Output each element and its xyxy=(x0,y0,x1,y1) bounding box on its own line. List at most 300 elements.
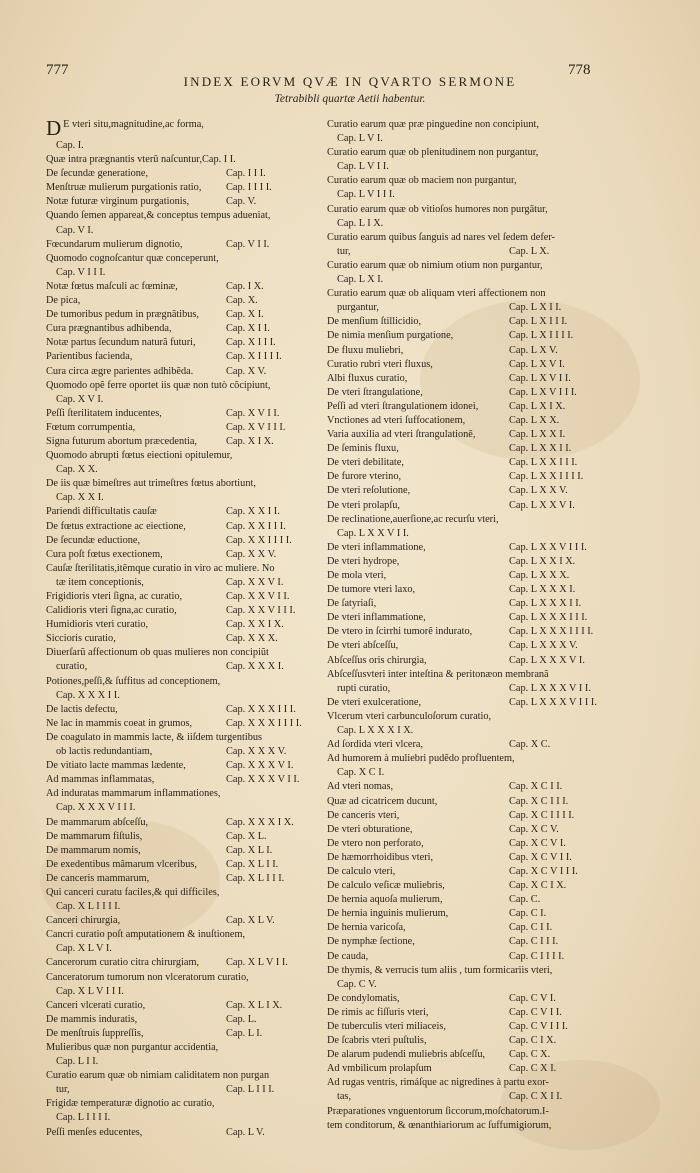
chapter-number: Cap. V I I. xyxy=(226,238,270,250)
index-entry xyxy=(46,118,326,139)
chapter-number: Cap. L X X. xyxy=(509,414,560,426)
index-entry xyxy=(46,900,326,914)
index-entry xyxy=(327,287,607,301)
index-entry xyxy=(327,132,607,146)
entry-title: De vtero in ſcirrhi tumorẽ indurato, xyxy=(327,626,473,638)
chapter-number: Cap. X I I I I. xyxy=(226,351,282,363)
index-entry xyxy=(327,499,607,513)
entry-title: De calculo vteri, xyxy=(327,865,396,877)
entry-title: De canceris mammarum, xyxy=(46,872,150,884)
index-entry xyxy=(327,752,607,766)
entry-title: De lactis defectu, xyxy=(46,703,118,715)
chapter-number: Cap. L X X I I. xyxy=(509,443,572,455)
entry-title: Ne lac in mammis coeat in grumos, xyxy=(46,717,193,729)
chapter-number: Cap. X X V I I. xyxy=(226,591,290,602)
index-entry xyxy=(327,160,607,174)
index-entry xyxy=(46,181,326,195)
chapter-number: Cap. C X I I. xyxy=(509,1091,563,1103)
index-entry xyxy=(46,252,326,266)
chapter-number: Cap. L X V. xyxy=(509,344,558,356)
index-entry xyxy=(327,992,607,1006)
index-entry xyxy=(327,245,607,259)
chapter-number: Cap. X X I I. xyxy=(226,506,280,518)
index-entry xyxy=(46,379,326,393)
index-entry xyxy=(327,1006,607,1020)
index-entry xyxy=(46,1013,326,1027)
index-entry xyxy=(46,886,326,900)
chapter-number: Cap. X X I I I I. xyxy=(226,534,292,546)
entry-title: Cura poſt fœtus exectionem, xyxy=(46,548,163,560)
chapter-number: Cap. L X X X I I I I. xyxy=(509,626,594,638)
chapter-number: Cap. X L I I I. xyxy=(226,872,285,884)
entry-title: Cap. C V. xyxy=(337,978,377,990)
chapter-number: Cap. L X X X V I I. xyxy=(509,682,591,694)
index-entry xyxy=(46,971,326,985)
index-entry xyxy=(327,1048,607,1062)
entry-title: De exedentibus mãmarum vlceribus, xyxy=(46,858,197,870)
index-entry xyxy=(46,759,326,773)
chapter-number: Cap. L X X X V. xyxy=(509,640,578,652)
entry-title: curatio, xyxy=(56,661,88,673)
chapter-number: Cap. I I I I. xyxy=(226,182,272,194)
chapter-number: Cap. X V I I I. xyxy=(226,421,286,433)
chapter-number: Cap. X L I X. xyxy=(226,999,283,1011)
index-entry xyxy=(46,167,326,181)
index-entry xyxy=(46,435,326,449)
index-entry xyxy=(327,174,607,188)
index-entry xyxy=(327,597,607,611)
index-entry xyxy=(46,646,326,660)
chapter-number: Cap. L X I I I. xyxy=(509,316,568,328)
chapter-number: Cap. L X X I I I I. xyxy=(509,471,584,483)
index-entry xyxy=(327,978,607,992)
entry-title: De menſium ſtillicidio, xyxy=(327,316,422,328)
entry-title: De rimis ac fiſſuris vteri, xyxy=(327,1006,429,1018)
entry-title: Quæ ad cicatricem ducunt, xyxy=(327,795,438,807)
chapter-number: Cap. L X I I. xyxy=(509,302,562,314)
chapter-number: Cap. X V. xyxy=(226,365,267,377)
entry-title: De pica, xyxy=(46,295,81,307)
index-entry xyxy=(327,217,607,231)
entry-title: De vteri inflammatione, xyxy=(327,612,426,624)
index-entry xyxy=(46,534,326,548)
index-entry xyxy=(327,865,607,879)
chapter-number: Cap. L X X V I I I. xyxy=(509,541,587,553)
chapter-number: Cap. I I I. xyxy=(226,168,266,180)
entry-title: Ad induratas mammarum inflammationes, xyxy=(46,788,221,800)
entry-title: De vteri exulceratione, xyxy=(327,696,422,708)
entry-title: De vteri prolapſu, xyxy=(327,499,400,511)
entry-title: Cap. X X I. xyxy=(56,492,104,504)
chapter-number: Cap. L X I X. xyxy=(509,400,566,412)
entry-title: Canceri chirurgia, xyxy=(46,915,121,927)
index-entry xyxy=(46,266,326,280)
index-entry xyxy=(46,505,326,519)
chapter-number: Cap. C V I I I. xyxy=(509,1021,568,1032)
chapter-number: Cap. X C I I I I. xyxy=(509,809,575,821)
chapter-number: Cap. C V I. xyxy=(509,992,556,1004)
index-entry xyxy=(46,801,326,815)
entry-title: Ad rugas ventris, rimáſque ac nigredines à partu exor- xyxy=(327,1077,549,1089)
index-entry xyxy=(327,555,607,569)
index-entry xyxy=(46,195,326,209)
chapter-number: Cap. X I I I. xyxy=(226,337,276,349)
index-entry xyxy=(327,795,607,809)
entry-title: Signa futurum abortum præcedentia, xyxy=(46,435,197,447)
index-entry xyxy=(46,238,326,252)
chapter-number: Cap. X X X I X. xyxy=(226,816,294,828)
index-entry xyxy=(46,675,326,689)
entry-title: Cap. L V I I I. xyxy=(337,189,395,201)
index-entry xyxy=(327,823,607,837)
index-entry xyxy=(46,407,326,421)
index-entry xyxy=(46,1083,326,1097)
entry-title: De mammarum nomis, xyxy=(46,844,141,856)
entry-title: De vteri debilitate, xyxy=(327,457,404,469)
entry-title: Curatio rubri vteri fluxus, xyxy=(327,358,433,370)
entry-title: De ſcabris vteri puſtulis, xyxy=(327,1035,427,1047)
index-entry xyxy=(46,280,326,294)
entry-title: Cap. X C I. xyxy=(337,767,385,779)
index-entry xyxy=(46,1069,326,1083)
index-entry xyxy=(327,696,607,710)
chapter-number: Cap. X L I I. xyxy=(226,858,279,870)
entry-title: De hernia aquoſa mulierum, xyxy=(327,894,443,906)
entry-title: De vteri hydrope, xyxy=(327,555,400,567)
index-entry xyxy=(327,344,607,358)
entry-title: Curatio earum quæ ob vitioſos humores non purgãtur, xyxy=(327,203,548,215)
entry-title: Peſſi ſterilitatem inducentes, xyxy=(46,407,162,419)
index-entry xyxy=(46,308,326,322)
index-entry xyxy=(46,618,326,632)
entry-title: De iis quæ bimeſtres aut trimeſtres fœtus abortiunt, xyxy=(46,478,256,490)
entry-title: De tumore vteri laxo, xyxy=(327,584,416,596)
chapter-number: Cap. C I I I I. xyxy=(509,950,565,962)
index-entry xyxy=(46,858,326,872)
entry-title: Frigidæ temperaturæ dignotio ac curatio, xyxy=(46,1098,215,1110)
entry-title: De ſatyriaſi, xyxy=(327,598,377,610)
index-entry xyxy=(46,477,326,491)
entry-title: Cap. X L I I I I. xyxy=(56,901,121,913)
entry-title: Peſſi ad vteri ſtrangulationem idonei, xyxy=(327,400,479,412)
entry-title: De condylomatis, xyxy=(327,992,400,1004)
entry-title: Cap. X X X I I. xyxy=(56,689,120,701)
index-entry xyxy=(327,654,607,668)
chapter-number: Cap. X X X V I I. xyxy=(226,774,300,786)
entry-title: Quomodo opẽ ferre oportet iis quæ non tutò cõcipiunt, xyxy=(46,379,271,391)
page-number-right: 778 xyxy=(568,62,591,78)
entry-title: Parientibus facienda, xyxy=(46,351,133,363)
chapter-number: Cap. X X V I I I. xyxy=(226,605,296,617)
entry-title: Peſſi menſes educentes, xyxy=(46,1126,143,1138)
chapter-number: Cap. L X X I X. xyxy=(509,555,576,567)
entry-title: Cap. X L V I. xyxy=(56,943,112,955)
chapter-number: Cap. L X X X I I I. xyxy=(509,612,588,624)
index-entry xyxy=(327,907,607,921)
index-entry xyxy=(327,484,607,498)
index-entry xyxy=(327,231,607,245)
index-entry xyxy=(46,816,326,830)
entry-title: De fœtus extractione ac eiectione, xyxy=(46,520,186,532)
entry-title: Cap. L X X X I X. xyxy=(337,725,414,737)
entry-title: Notæ partus ſecundum naturã futuri, xyxy=(46,337,196,349)
index-entry xyxy=(327,146,607,160)
chapter-number: Cap. X X X. xyxy=(226,633,278,645)
entry-title: Albi fluxus curatio, xyxy=(327,372,408,384)
entry-title: Ad vteri nomas, xyxy=(327,781,394,793)
entry-title: ob lactis redundantiam, xyxy=(56,746,153,758)
index-entry xyxy=(46,491,326,505)
chapter-number: Cap. X V I I. xyxy=(226,407,280,419)
entry-title: Cap. L I I I I. xyxy=(56,1112,111,1124)
entry-title: Canceratorum tumorum non vlceratorum curatio, xyxy=(46,971,249,983)
index-entry xyxy=(327,372,607,386)
entry-title: De fluxu muliebri, xyxy=(327,344,404,356)
index-entry xyxy=(46,548,326,562)
index-entry xyxy=(46,956,326,970)
index-entry xyxy=(327,414,607,428)
entry-title: Vlcerum vteri carbunculoſorum curatio, xyxy=(327,710,492,722)
index-entry xyxy=(327,301,607,315)
index-entry xyxy=(327,1105,607,1119)
index-entry xyxy=(327,386,607,400)
entry-title: Cap. X X X V I I I. xyxy=(56,802,136,814)
index-entry xyxy=(327,329,607,343)
index-entry xyxy=(46,139,326,153)
entry-title: Cancerorum curatio citra chirurgiam, xyxy=(46,957,200,969)
index-entry xyxy=(46,1111,326,1125)
index-entry xyxy=(327,470,607,484)
chapter-number: Cap. X C. xyxy=(509,739,551,751)
index-entry xyxy=(327,766,607,780)
index-entry xyxy=(46,632,326,646)
chapter-number: Cap. L X V I I I. xyxy=(509,386,577,398)
chapter-number: Cap. L X X V I. xyxy=(509,499,575,511)
chapter-number: Cap. C V I I. xyxy=(509,1006,562,1018)
chapter-number: Cap. X L. xyxy=(226,830,267,842)
entry-title: De thymis, & verrucis tum aliis , tum formicariis vteri, xyxy=(327,964,553,976)
index-entry xyxy=(327,428,607,442)
index-entry xyxy=(46,393,326,407)
entry-title: De nymphæ ſectione, xyxy=(327,936,415,948)
entry-title: Curatio earum quæ ob nimium otium non purgantur, xyxy=(327,259,543,271)
entry-title: Quomodo cognoſcantur quæ conceperunt, xyxy=(46,252,219,264)
entry-title: tæ item conceptionis, xyxy=(56,576,144,588)
entry-title: De canceris vteri, xyxy=(327,809,400,821)
entry-title: De menſtruis ſuppreſſis, xyxy=(46,1027,144,1039)
chapter-number: Cap. L X X I I I. xyxy=(509,457,578,469)
index-entry xyxy=(327,639,607,653)
index-entry xyxy=(46,1055,326,1069)
entry-title: Cap. V I. xyxy=(56,224,94,236)
chapter-number: Cap. X X I I I. xyxy=(226,520,286,532)
chapter-number: Cap. L X V I I. xyxy=(509,372,571,384)
index-entry xyxy=(46,787,326,801)
entry-title: Cura prægnantibus adhibenda, xyxy=(46,323,172,335)
entry-title: Siccioris curatio, xyxy=(46,633,116,645)
entry-title: De hernia inguinis mulierum, xyxy=(327,908,449,920)
chapter-number: Cap. V. xyxy=(226,196,257,208)
index-entry xyxy=(327,893,607,907)
index-entry xyxy=(327,682,607,696)
entry-title: De mammarum abſceſſu, xyxy=(46,816,149,828)
index-entry xyxy=(46,562,326,576)
index-entry xyxy=(46,336,326,350)
index-entry xyxy=(46,872,326,886)
index-entry xyxy=(327,273,607,287)
entry-title: Abſceſſus oris chirurgia, xyxy=(327,654,427,666)
index-entry xyxy=(327,513,607,527)
entry-title: De vitiato lacte mammas lædente, xyxy=(46,760,186,772)
index-entry xyxy=(327,1119,607,1133)
entry-title: Cap. X V I. xyxy=(56,393,104,405)
chapter-number: Cap. X I. xyxy=(226,309,264,321)
index-entry xyxy=(327,456,607,470)
entry-title: Cap. X X. xyxy=(56,464,98,476)
chapter-number: Cap. X. xyxy=(226,295,258,307)
chapter-number: Cap. X C I I I. xyxy=(509,795,569,807)
entry-title: De hæmorrhoidibus vteri, xyxy=(327,851,434,863)
index-entry xyxy=(327,569,607,583)
entry-title: Cauſæ ſterilitatis,itẽmque curatio in viro ac muliere. No xyxy=(46,562,275,574)
entry-title: Cancri curatio poſt amputationem & inuſtionem, xyxy=(46,929,246,941)
entry-title: Curatio earum quæ ob nimiam caliditatem non purgan xyxy=(46,1070,270,1082)
index-entry xyxy=(46,604,326,618)
index-entry xyxy=(46,1027,326,1041)
chapter-number: Cap. L X V I. xyxy=(509,358,565,370)
entry-title: De furore vterino, xyxy=(327,471,402,483)
entry-title: Ad vmbilicum prolapſum xyxy=(327,1063,432,1075)
chapter-number: Cap. X C V I I. xyxy=(509,851,572,863)
entry-title: Cap. L V I. xyxy=(337,133,383,145)
entry-title: Mulieribus quæ non purgantur accidentia, xyxy=(46,1042,219,1053)
index-entry xyxy=(46,576,326,590)
index-entry xyxy=(327,879,607,893)
drop-capital: D xyxy=(46,118,62,139)
index-entry xyxy=(327,611,607,625)
entry-title: De nimia menſium purgatione, xyxy=(327,330,454,342)
entry-title: Menſtruæ mulierum purgationis ratio, xyxy=(46,182,202,194)
entry-title: tur, xyxy=(56,1084,70,1096)
page-number-left: 777 xyxy=(46,62,69,78)
chapter-number: Cap. L X X X V I I I. xyxy=(509,696,597,708)
entry-title: De cauda, xyxy=(327,950,369,962)
index-entry xyxy=(46,365,326,379)
chapter-number: Cap. X L V I I. xyxy=(226,957,288,969)
entry-title: tas, xyxy=(337,1091,352,1103)
entry-title: De coagulato in mammis lacte, & iiſdem turgentibus xyxy=(46,731,262,743)
chapter-number: Cap. L I. xyxy=(226,1027,263,1039)
index-entry xyxy=(46,999,326,1013)
entry-title: De tuberculis vteri miliaceis, xyxy=(327,1021,446,1032)
entry-title: E vteri situ,magnitudine,ac forma, xyxy=(63,119,204,130)
entry-title: Fœcundarum mulierum dignotio, xyxy=(46,238,183,250)
index-entry xyxy=(46,350,326,364)
index-entry xyxy=(46,914,326,928)
chapter-number: Cap. L X. xyxy=(509,245,550,257)
index-entry xyxy=(46,660,326,674)
entry-title: De vteri ſtrangulatione, xyxy=(327,386,423,398)
index-entry xyxy=(46,745,326,759)
index-column-right xyxy=(327,118,607,1133)
chapter-number: Cap. X C V. xyxy=(509,823,559,835)
entry-title: Ad mammas inflammatas, xyxy=(46,774,155,786)
chapter-number: Cap. X X V. xyxy=(226,548,277,560)
index-entry xyxy=(46,1097,326,1111)
entry-title: tem conditorum, & œnanthiariorum ac ſuffumigiorum, xyxy=(327,1119,552,1131)
chapter-number: Cap. L X X X. xyxy=(509,570,570,581)
entry-title: rupti curatio, xyxy=(337,682,391,694)
index-entry xyxy=(327,118,607,132)
index-entry xyxy=(327,400,607,414)
chapter-number: Cap. X X X I I I I. xyxy=(226,717,302,729)
entry-title: purgantur, xyxy=(337,302,380,314)
entry-title: Quando ſemen appareat,& conceptus tempus adueniat, xyxy=(46,210,271,222)
index-entry xyxy=(327,358,607,372)
entry-title: Quomodo abrupti fœtus eiectioni opitulemur, xyxy=(46,450,233,462)
chapter-number: Cap. L X X X I. xyxy=(509,584,576,596)
entry-title: Cap. L I X. xyxy=(337,217,384,229)
index-entry xyxy=(327,935,607,949)
index-entry xyxy=(327,921,607,935)
chapter-number: Cap. X X X V I. xyxy=(226,760,294,772)
index-entry xyxy=(327,950,607,964)
chapter-number: Cap. I X. xyxy=(226,280,264,292)
entry-title: tur, xyxy=(337,245,351,257)
index-entry xyxy=(46,153,326,167)
chapter-number: Cap. X C V I I I. xyxy=(509,865,578,877)
index-entry xyxy=(46,731,326,745)
entry-title: Abſceſſusvteri inter inteſtina & peritonæon membranã xyxy=(327,668,549,680)
entry-title: Potiones,peſſi,& ſuffitus ad conceptionem, xyxy=(46,675,221,687)
entry-title: De calculo veſicæ muliebris, xyxy=(327,880,445,892)
entry-title: Cap. V I I I. xyxy=(56,266,106,278)
index-entry xyxy=(46,942,326,956)
index-entry xyxy=(46,1126,326,1140)
index-subtitle: Tetrabibli quartæ Aetii habentur. xyxy=(274,93,426,105)
entry-title: Qui canceri curatu faciles,& qui difficiles, xyxy=(46,886,220,898)
index-column-left xyxy=(46,118,326,1140)
entry-title: De vteri abſceſſu, xyxy=(327,640,399,652)
entry-title: Cap. I. xyxy=(56,140,84,151)
chapter-number: Cap. C. xyxy=(509,894,541,906)
entry-title: Curatio earum quæ præ pinguedine non concipiunt, xyxy=(327,119,539,130)
index-entry xyxy=(327,583,607,597)
entry-title: De mola vteri, xyxy=(327,570,387,581)
entry-title: Cap. L I I. xyxy=(56,1056,99,1068)
entry-title: Cap. X L V I I I. xyxy=(56,985,124,997)
entry-title: De ſeminis fluxu, xyxy=(327,443,399,455)
chapter-number: Cap. X X V I. xyxy=(226,576,284,588)
chapter-number: Cap. X C V I. xyxy=(509,837,566,849)
entry-title: Fœtum corrumpentia, xyxy=(46,421,136,433)
chapter-number: Cap. L. xyxy=(226,1013,257,1025)
index-entry xyxy=(327,809,607,823)
entry-title: De alarum pudendi muliebris abſceſſu, xyxy=(327,1049,486,1061)
index-entry xyxy=(327,625,607,639)
entry-title: Cap. L X I. xyxy=(337,274,384,286)
index-entry xyxy=(327,1076,607,1090)
entry-title: Curatio earum quæ ob plenitudinem non purgantur, xyxy=(327,147,539,159)
index-entry xyxy=(327,203,607,217)
index-entry xyxy=(46,421,326,435)
index-entry xyxy=(327,541,607,555)
entry-title: Quæ intra prægnantis vterũ naſcuntur,Cap. I I. xyxy=(46,154,236,166)
chapter-number: Cap. C X. xyxy=(509,1049,551,1061)
index-entry xyxy=(46,209,326,223)
index-entry xyxy=(46,520,326,534)
entry-title: Notæ fœtus maſculi ac fœminæ, xyxy=(46,280,178,292)
